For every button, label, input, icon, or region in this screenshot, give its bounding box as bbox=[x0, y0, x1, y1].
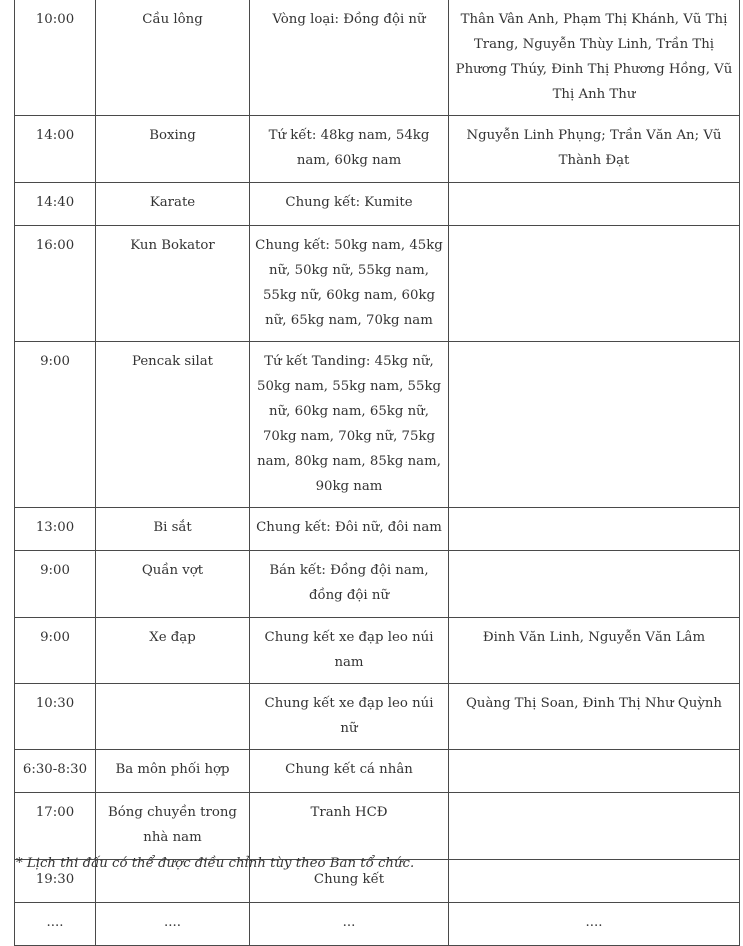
sport-cell: Kun Bokator bbox=[96, 226, 250, 342]
schedule-table bbox=[14, 0, 740, 946]
time-cell: 19:30 bbox=[15, 860, 96, 903]
time-cell: 9:00 bbox=[15, 551, 96, 618]
time-cell: 6:30-8:30 bbox=[15, 750, 96, 793]
event-cell: Chung kết cá nhân bbox=[250, 750, 449, 793]
athletes-cell: Đinh Văn Linh, Nguyễn Văn Lâm bbox=[449, 618, 740, 684]
event-cell: Tứ kết: 48kg nam, 54kg nam, 60kg nam bbox=[250, 116, 449, 183]
athletes-cell bbox=[449, 793, 740, 860]
event-cell: Vòng loại: Đồng đội nữ bbox=[250, 0, 449, 116]
sport-cell: Pencak silat bbox=[96, 342, 250, 508]
table-row bbox=[15, 551, 740, 618]
table-row bbox=[15, 116, 740, 183]
athletes-cell: .... bbox=[449, 903, 740, 946]
event-cell: Chung kết: 50kg nam, 45kg nữ, 50kg nữ, 55kg nam, 55kg nữ, 60kg nam, 60kg nữ, 65kg nam, 70kg nam bbox=[250, 226, 449, 342]
sport-cell: Bi sắt bbox=[96, 508, 250, 551]
sport-cell: Bóng chuyền trong nhà nam bbox=[96, 793, 250, 860]
time-cell: 14:40 bbox=[15, 183, 96, 226]
event-cell: Chung kết xe đạp leo núi nữ bbox=[250, 684, 449, 750]
time-cell: 10:30 bbox=[15, 684, 96, 750]
event-cell: Chung kết xe đạp leo núi nam bbox=[250, 618, 449, 684]
time-cell: 13:00 bbox=[15, 508, 96, 551]
table-row bbox=[15, 342, 740, 508]
table-row bbox=[15, 618, 740, 684]
athletes-cell: Nguyễn Linh Phụng; Trần Văn An; Vũ Thành Đạt bbox=[449, 116, 740, 183]
table-row bbox=[15, 750, 740, 793]
athletes-cell: Quàng Thị Soan, Đinh Thị Như Quỳnh bbox=[449, 684, 740, 750]
table-row bbox=[15, 793, 740, 860]
sport-cell bbox=[96, 684, 250, 750]
table-row bbox=[15, 508, 740, 551]
event-cell: Chung kết: Đôi nữ, đôi nam bbox=[250, 508, 449, 551]
time-cell: 9:00 bbox=[15, 618, 96, 684]
event-cell: Chung kết bbox=[250, 860, 449, 903]
event-cell: ... bbox=[250, 903, 449, 946]
time-cell: 14:00 bbox=[15, 116, 96, 183]
athletes-cell bbox=[449, 508, 740, 551]
sport-cell: Cầu lông bbox=[96, 0, 250, 116]
athletes-cell: Thân Vân Anh, Phạm Thị Khánh, Vũ Thị Trang, Nguyễn Thùy Linh, Trần Thị Phương Thúy, Đinh Thị Phương Hồng, Vũ Thị Anh Thư bbox=[449, 0, 740, 116]
event-cell: Tranh HCĐ bbox=[250, 793, 449, 860]
time-cell: 16:00 bbox=[15, 226, 96, 342]
schedule-note: * Lịch thi đấu có thể được điều chỉnh tùy theo Ban tổ chức. bbox=[16, 856, 415, 871]
athletes-cell bbox=[449, 860, 740, 903]
sport-cell: Boxing bbox=[96, 116, 250, 183]
table-row bbox=[15, 183, 740, 226]
table-row bbox=[15, 0, 740, 116]
athletes-cell bbox=[449, 750, 740, 793]
event-cell: Chung kết: Kumite bbox=[250, 183, 449, 226]
event-cell: Bán kết: Đồng đội nam, đồng đội nữ bbox=[250, 551, 449, 618]
athletes-cell bbox=[449, 226, 740, 342]
table-row bbox=[15, 684, 740, 750]
table-row bbox=[15, 226, 740, 342]
sport-cell: Karate bbox=[96, 183, 250, 226]
sport-cell: .... bbox=[96, 903, 250, 946]
athletes-cell bbox=[449, 183, 740, 226]
sport-cell: Ba môn phối hợp bbox=[96, 750, 250, 793]
time-cell: .... bbox=[15, 903, 96, 946]
event-cell: Tứ kết Tanding: 45kg nữ, 50kg nam, 55kg nam, 55kg nữ, 60kg nam, 65kg nữ, 70kg nam, 70kg nữ, 75kg nam, 80kg nam, 85kg nam, 90kg nam bbox=[250, 342, 449, 508]
sport-cell: Xe đạp bbox=[96, 618, 250, 684]
time-cell: 17:00 bbox=[15, 793, 96, 860]
sport-cell: Quần vợt bbox=[96, 551, 250, 618]
athletes-cell bbox=[449, 342, 740, 508]
time-cell: 10:00 bbox=[15, 0, 96, 116]
table-row bbox=[15, 903, 740, 946]
time-cell: 9:00 bbox=[15, 342, 96, 508]
athletes-cell bbox=[449, 551, 740, 618]
